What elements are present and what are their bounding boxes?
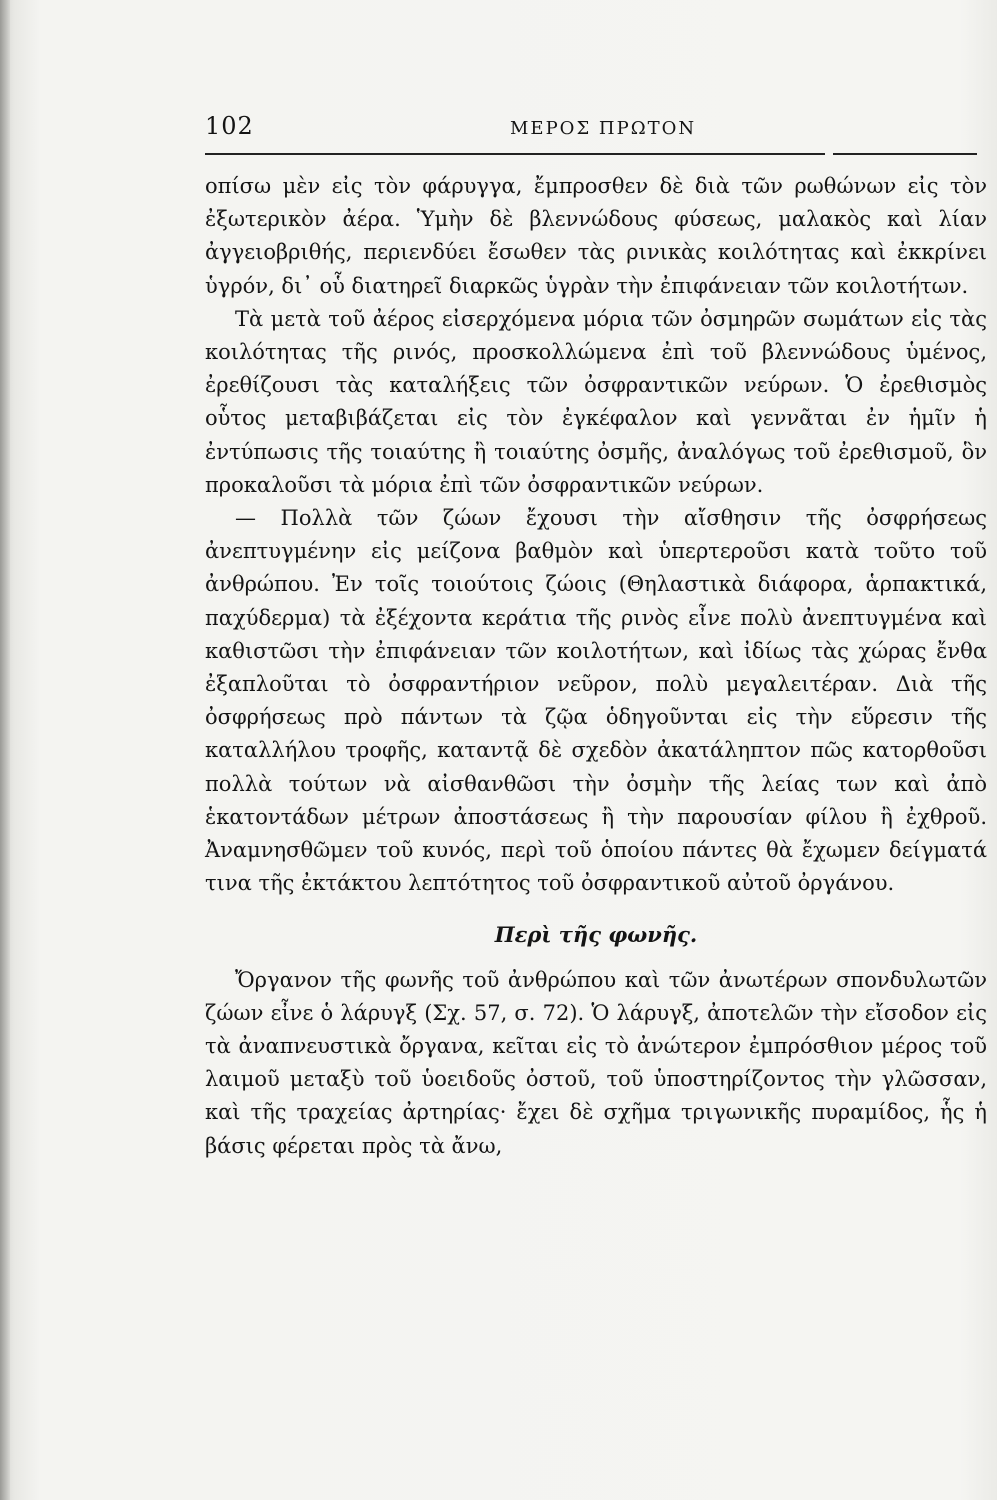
header-rule-right [833,153,977,155]
body-text [205,170,987,1163]
running-head: ΜΕΡΟΣ ΠΡΩΤΟΝ [510,118,697,139]
paragraph-2: Τὰ μετὰ τοῦ ἀέρος εἰσερχόμενα μόρια τῶν ὀσμηρῶν σωμάτων εἰς τὰς κοιλότητας τῆς ρινός, προσκολλώμενα ἐπὶ τοῦ βλεννώδους ὑμένος, ἐρεθίζουσι τὰς καταλήξεις τῶν ὀσφραντικῶν νεύρων. Ὁ ἐρεθισμὸς οὗτος μεταβιβάζεται εἰς τὸν ἐγκέφαλον καὶ γεννᾶται ἐν ἡμῖν ἡ ἐντύπωσις τῆς τοιαύτης ἢ τοιαύτης ὀσμῆς, ἀναλόγως τοῦ ἐρεθισμοῦ, ὃν προκαλοῦσι τὰ μόρια ἐπὶ τῶν ὀσφραντικῶν νεύρων. [205,306,987,497]
page-number: 102 [205,112,254,140]
header-rule-left [205,153,825,155]
page-spine-shadow [0,0,10,1500]
section-title: Περὶ τῆς φωνῆς. [494,922,698,948]
section-paragraph: Ὄργανον τῆς φωνῆς τοῦ ἀνθρώπου καὶ τῶν ἀνωτέρων σπονδυλωτῶν ζώων εἶνε ὁ λάρυγξ (Σχ. 57, σ. 72). Ὁ λάρυγξ, ἀποτελῶν τὴν εἴσοδον εἰς τὰ ἀναπνευστικὰ ὄργανα, κεῖται εἰς τὸ ἀνώτερον ἐμπρόσθιον μέρος τοῦ λαιμοῦ μεταξὺ τοῦ ὑοειδοῦς ὀστοῦ, τοῦ ὑποστηρίζοντος τὴν γλῶσσαν, καὶ τῆς τραχείας ἀρτηρίας· ἔχει δὲ σχῆμα τριγωνικῆς πυραμίδος, ἧς ἡ βάσις φέρεται πρὸς τὰ ἄνω, [205,967,987,1158]
paragraph-3: — Πολλὰ τῶν ζώων ἔχουσι τὴν αἴσθησιν τῆς ὀσφρήσεως ἀνεπτυγμένην εἰς μείζονα βαθμὸν καὶ ὑπερτεροῦσι κατὰ τοῦτο τοῦ ἀνθρώπου. Ἐν τοῖς τοιούτοις ζώοις (Θηλαστικὰ διάφορα, ἁρπακτικά, παχύδερμα) τὰ ἐξέχοντα κεράτια τῆς ρινὸς εἶνε πολὺ ἀνεπτυγμένα καὶ καθιστῶσι τὴν ἐπιφάνειαν τῶν κοιλοτήτων, καὶ ἰδίως τὰς χώρας ἔνθα ἐξαπλοῦται τὸ ὀσφραντήριον νεῦρον, πολὺ μεγαλειτέραν. Διὰ τῆς ὀσφρήσεως πρὸ πάντων τὰ ζῷα ὁδηγοῦνται εἰς τὴν εὕρεσιν τῆς καταλλήλου τροφῆς, καταντᾷ δὲ σχεδὸν ἀκατάληπτον πῶς κατορθοῦσι πολλὰ τούτων νὰ αἰσθανθῶσι τὴν ὀσμὴν τῆς λείας των καὶ ἀπὸ ἑκατοντάδων μέτρων ἀποστάσεως ἢ τὴν παρουσίαν φίλου ἢ ἐχθροῦ. Ἀναμνησθῶμεν τοῦ κυνός, περὶ τοῦ ὁποίου πάντες θὰ ἔχωμεν δείγματά τινα τῆς ἐκτάκτου λεπτότητος τοῦ ὀσφραντικοῦ αὐτοῦ ὀργάνου. [205,506,987,896]
paragraph-1: οπίσω μὲν εἰς τὸν φάρυγγα, ἔμπροσθεν δὲ διὰ τῶν ρωθώνων εἰς τὸν ἐξωτερικὸν ἀέρα. Ὑμὴν δὲ βλεννώδους φύσεως, μαλακὸς καὶ λίαν ἀγγειοβριθής, περιενδύει ἔσωθεν τὰς ρινικὰς κοιλότητας καὶ ἐκκρίνει ὑγρόν, δι᾽ οὗ διατηρεῖ διαρκῶς ὑγρὰν τὴν ἐπιφάνειαν τῶν κοιλοτήτων. [205,174,987,298]
page-header [205,112,975,152]
